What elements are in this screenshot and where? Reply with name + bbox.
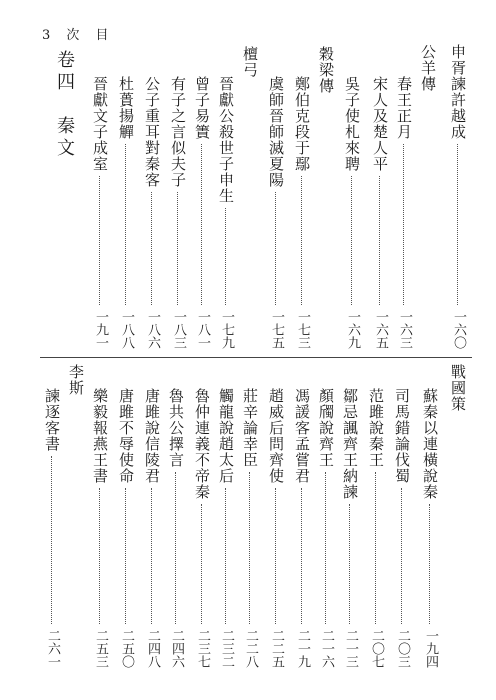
entry-page: 二二五 (269, 629, 284, 668)
volume-heading (52, 50, 76, 160)
leader-dots (51, 456, 54, 624)
entry-title: 有子之言似夫子 (169, 76, 187, 188)
entry-page: 一六九 (345, 310, 360, 349)
entry-title: 馮諼客孟嘗君 (293, 388, 311, 484)
entry-page: 一六〇 (451, 310, 466, 349)
leader-dots (375, 472, 378, 624)
entry-page: 二四八 (145, 629, 160, 668)
entry-page: 二三七 (195, 629, 210, 668)
leader-dots (301, 176, 304, 305)
entry-page: 二〇七 (369, 629, 384, 668)
entry-page: 一八六 (145, 310, 160, 349)
toc-entry[interactable] (166, 388, 186, 668)
entry-page: 二四六 (169, 629, 184, 668)
entry-title: 杜蕢揚觶 (117, 76, 135, 140)
toc-entry[interactable] (216, 76, 236, 349)
entry-title: 司馬錯論伐蜀 (393, 388, 411, 484)
leader-dots (351, 176, 354, 305)
section-heading (316, 46, 336, 94)
toc-entry[interactable] (192, 388, 212, 668)
entry-title: 莊辛論幸臣 (241, 388, 259, 468)
leader-dots (403, 144, 406, 305)
entry-title: 魯仲連義不帝秦 (193, 388, 211, 500)
toc-entry[interactable] (370, 76, 390, 349)
toc-entry[interactable] (216, 388, 236, 668)
toc-entry[interactable] (266, 76, 286, 349)
entry-page: 二五三 (93, 629, 108, 668)
toc-entry[interactable] (168, 76, 188, 349)
leader-dots (349, 504, 352, 624)
entry-title: 曾子易簀 (193, 76, 211, 140)
entry-title: 鄒忌諷齊王納諫 (341, 388, 359, 500)
entry-title: 觸龍說趙太后 (217, 388, 235, 484)
toc-entry[interactable] (292, 76, 312, 349)
entry-page: 二〇三 (395, 629, 410, 668)
toc-entry[interactable] (192, 76, 212, 349)
leader-dots (429, 504, 432, 624)
leader-dots (125, 144, 128, 305)
section-title: 檀弓 (241, 46, 259, 78)
entry-page: 一七三 (295, 310, 310, 349)
leader-dots (201, 144, 204, 305)
author-heading (66, 364, 86, 396)
entry-page: 二二八 (243, 629, 258, 668)
leader-dots (457, 144, 460, 305)
entry-title: 鄭伯克段于鄢 (293, 76, 311, 172)
leader-dots (177, 192, 180, 305)
entry-title: 魯共公擇言 (167, 388, 185, 468)
leader-dots (225, 488, 228, 624)
leader-dots (325, 472, 328, 624)
entry-page: 一六三 (397, 310, 412, 349)
entry-page: 一八八 (119, 310, 134, 349)
leader-dots (125, 488, 128, 624)
toc-entry[interactable] (292, 388, 312, 668)
entry-page: 一九四 (423, 629, 438, 668)
entry-page: 一七五 (269, 310, 284, 349)
entry-title: 春王正月 (395, 76, 413, 140)
entry-page: 一八三 (171, 310, 186, 349)
toc-entry[interactable] (116, 76, 136, 349)
leader-dots (301, 488, 304, 624)
toc-entry[interactable] (420, 388, 440, 668)
leader-dots (151, 192, 154, 305)
entry-page: 二三二 (219, 629, 234, 668)
volume-title: 卷四 秦文 (54, 50, 75, 160)
leader-dots (99, 176, 102, 305)
toc-entry[interactable] (142, 388, 162, 668)
entry-title: 范雎說秦王 (367, 388, 385, 468)
entry-page: 一九一 (93, 310, 108, 349)
entry-title: 趙威后問齊使 (267, 388, 285, 484)
toc-entry[interactable] (142, 76, 162, 349)
toc-entry[interactable] (116, 388, 136, 668)
entry-title: 公子重耳對秦客 (143, 76, 161, 188)
entry-title: 蘇秦以連橫說秦 (421, 388, 439, 500)
leader-dots (201, 504, 204, 624)
toc-entry[interactable] (366, 388, 386, 668)
leader-dots (275, 192, 278, 305)
toc-entry[interactable] (266, 388, 286, 668)
entry-title: 虞師晉師滅夏陽 (267, 76, 285, 188)
toc-entry[interactable] (394, 76, 414, 349)
author-name: 李斯 (67, 364, 85, 396)
entry-page: 二六一 (45, 629, 60, 668)
leader-dots (151, 488, 154, 624)
toc-entry[interactable] (42, 388, 62, 668)
toc-entry[interactable] (342, 76, 362, 349)
entry-title: 樂毅報燕王書 (91, 388, 109, 484)
entry-title: 吳子使札來聘 (343, 76, 361, 172)
entry-page: 二一三 (343, 629, 358, 668)
entry-page: 二一六 (319, 629, 334, 668)
running-head: 3 次 目 (42, 28, 115, 43)
entry-title: 晉獻文子成室 (91, 76, 109, 172)
entry-title: 宋人及楚人平 (371, 76, 389, 172)
entry-page: 一六五 (373, 310, 388, 349)
section-divider (40, 357, 472, 358)
leader-dots (249, 472, 252, 624)
toc-entry[interactable] (448, 44, 468, 349)
leader-dots (99, 488, 102, 624)
toc-entry[interactable] (316, 388, 336, 668)
entry-page: 二五〇 (119, 629, 134, 668)
entry-page: 一八一 (195, 310, 210, 349)
entry-title: 申胥諫許越成 (449, 44, 467, 140)
leader-dots (275, 488, 278, 624)
entry-title: 顏斶說齊王 (317, 388, 335, 468)
leader-dots (175, 472, 178, 624)
entry-title: 晉獻公殺世子申生 (217, 76, 235, 204)
entry-page: 二一九 (295, 629, 310, 668)
entry-title: 諫逐客書 (43, 388, 61, 452)
leader-dots (401, 488, 404, 624)
toc-entry[interactable] (340, 388, 360, 668)
toc-entry[interactable] (392, 388, 412, 668)
section-heading (448, 364, 468, 412)
section-title: 穀梁傳 (317, 46, 335, 94)
section-title: 公羊傳 (419, 44, 437, 92)
toc-entry[interactable] (90, 76, 110, 349)
leader-dots (225, 208, 228, 305)
entry-page: 一七九 (219, 310, 234, 349)
toc-entry[interactable] (240, 388, 260, 668)
section-title: 戰國策 (449, 364, 467, 412)
entry-title: 唐雎不辱使命 (117, 388, 135, 484)
section-heading (418, 44, 438, 92)
entry-title: 唐雎說信陵君 (143, 388, 161, 484)
leader-dots (379, 176, 382, 305)
toc-entry[interactable] (90, 388, 110, 668)
section-heading (240, 46, 260, 78)
